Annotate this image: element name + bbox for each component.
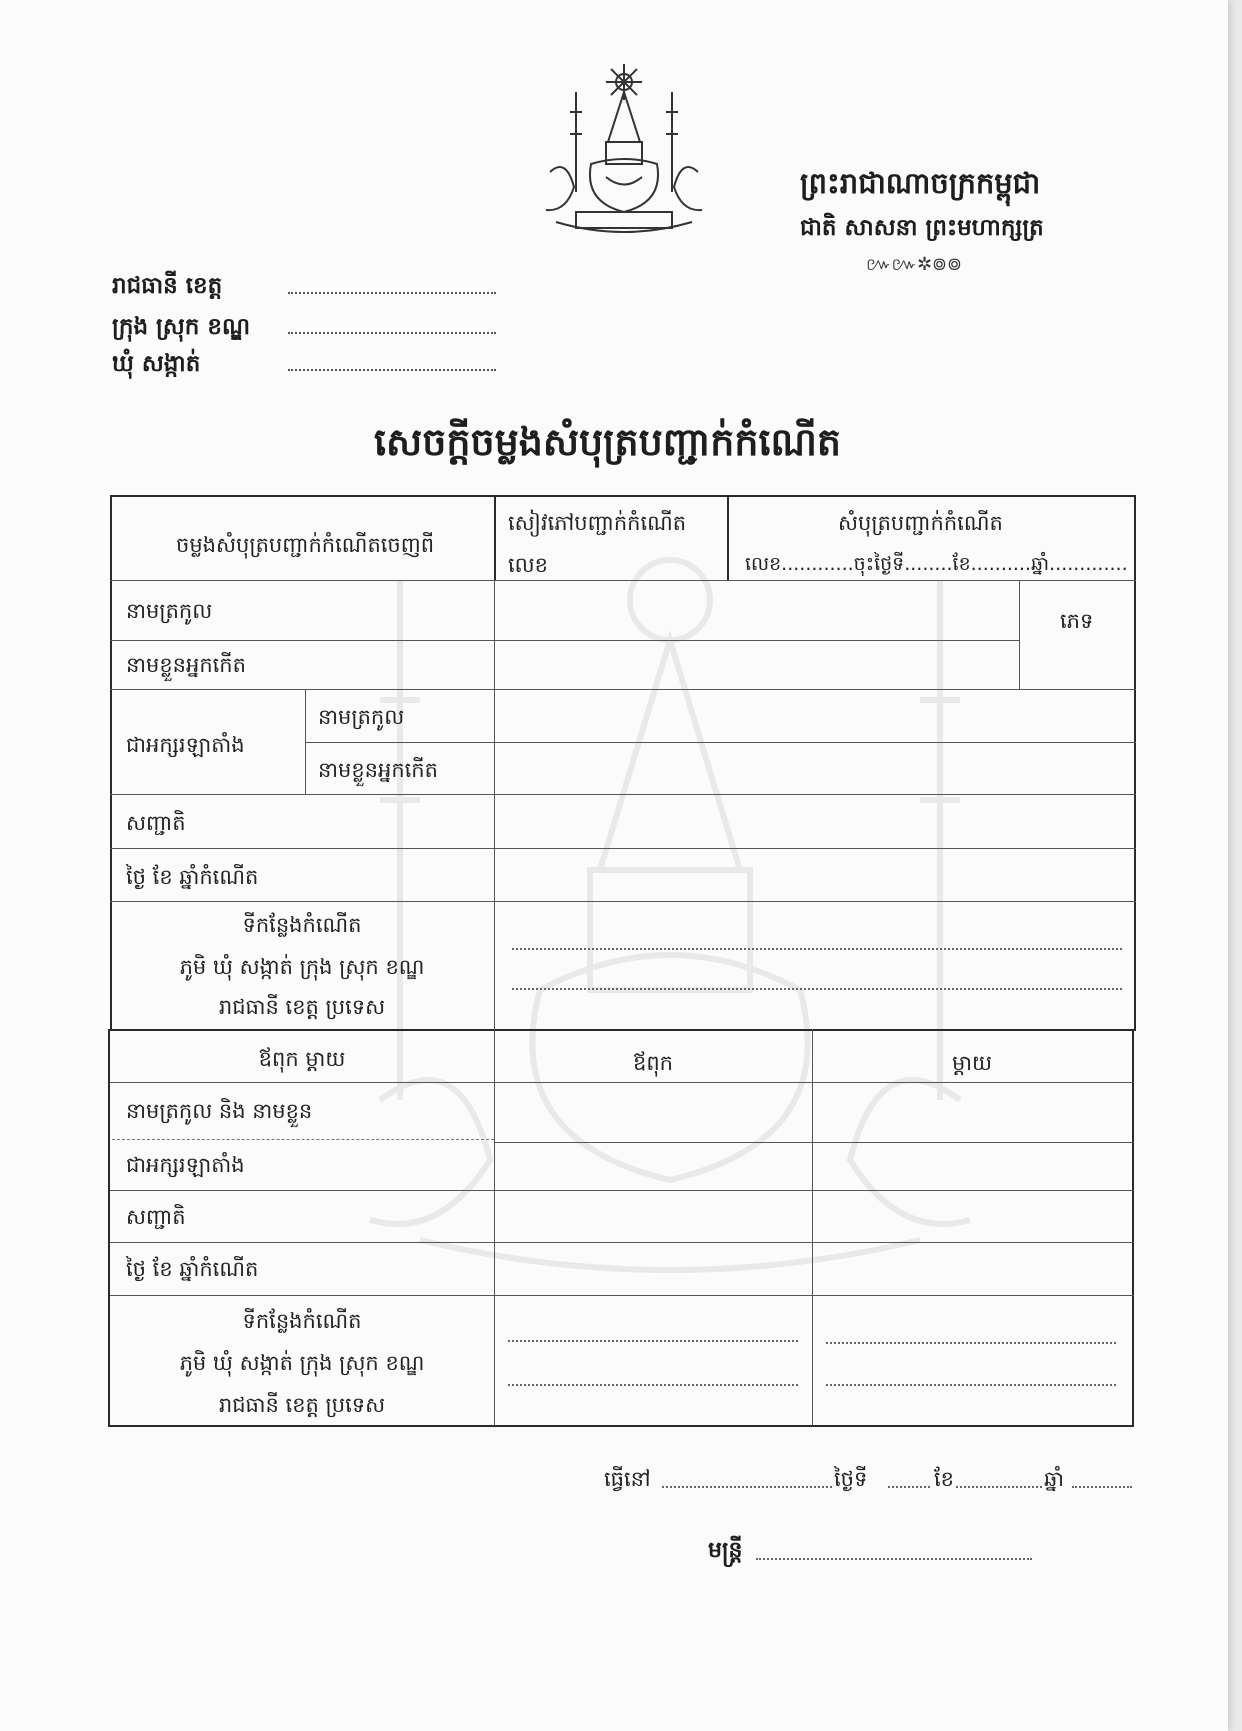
- table-left-border-upper: [110, 495, 112, 1029]
- label-parent-pob-village: ភូមិ ឃុំ សង្កាត់ ក្រុង ស្រុក ខណ្ឌ: [179, 1351, 425, 1375]
- month-field[interactable]: [956, 1486, 1042, 1488]
- label-parent-pob-province: រាជធានី ខេត្ត ប្រទេស: [218, 1393, 386, 1417]
- label-latin-given: នាមខ្លួនអ្នកកើត: [318, 758, 438, 782]
- footer-day: ថ្ងៃទី: [834, 1467, 868, 1491]
- national-motto: ជាតិ សាសនា ព្រះមហាក្សត្រ: [800, 215, 1044, 241]
- pob-field-line-1[interactable]: [512, 948, 1122, 950]
- father-pob-line-2[interactable]: [508, 1384, 798, 1386]
- label-parent-nationality: សញ្ជាតិ: [126, 1205, 186, 1229]
- label-surname: នាមត្រកូល: [126, 599, 213, 623]
- footer-month: ខែ: [934, 1467, 954, 1491]
- table-top-border: [110, 495, 1136, 497]
- footer-year: ឆ្នាំ: [1044, 1467, 1064, 1491]
- mother-pob-line-1[interactable]: [826, 1342, 1116, 1344]
- table-bottom-border: [108, 1425, 1134, 1427]
- label-parent-name: នាមត្រកូល និង នាមខ្លួន: [126, 1099, 313, 1123]
- address-label-province: រាជធានី ខេត្ត: [112, 273, 223, 299]
- label-mother: ម្ដាយ: [952, 1051, 992, 1075]
- made-at-field[interactable]: [662, 1486, 832, 1488]
- label-nationality: សញ្ជាតិ: [126, 811, 186, 835]
- address-label-commune: ឃុំ សង្កាត់: [112, 351, 201, 377]
- mother-pob-line-2[interactable]: [826, 1384, 1116, 1386]
- label-parent-dob: ថ្ងៃ ខែ ឆ្នាំកំណើត: [126, 1257, 259, 1281]
- label-pob-province: រាជធានី ខេត្ត ប្រទេស: [218, 995, 386, 1019]
- label-parent-pob: ទីកន្លែងកំណើត: [242, 1309, 362, 1333]
- ornament-divider: ៚៚✲៙៙: [866, 254, 962, 275]
- kingdom-title: ព្រះរាជាណាចក្រកម្ពុជា: [800, 166, 1041, 200]
- label-pob-village: ភូមិ ឃុំ សង្កាត់ ក្រុង ស្រុក ខណ្ឌ: [179, 955, 425, 979]
- year-field[interactable]: [1072, 1486, 1132, 1488]
- officer-field[interactable]: [756, 1558, 1032, 1560]
- table-right-border-upper: [1134, 495, 1136, 1029]
- footer-made-at: ធ្វើនៅ: [604, 1467, 651, 1491]
- address-commune-field[interactable]: [288, 369, 496, 371]
- address-district-field[interactable]: [288, 332, 496, 334]
- label-father: ឪពុក: [633, 1051, 673, 1075]
- header-copied-from: ចម្លងសំបុត្របញ្ជាក់កំណើតចេញពី: [176, 533, 435, 557]
- label-parents: ឪពុក ម្ដាយ: [258, 1047, 346, 1071]
- day-field[interactable]: [888, 1486, 930, 1488]
- header-certificate-date: លេខ............ចុះថ្ងៃទី........ខែ..........ឆ្នាំ.............: [745, 553, 1128, 575]
- label-parent-latin: ជាអក្សរឡាតាំង: [126, 1153, 245, 1177]
- header-certificate: សំបុត្របញ្ជាក់កំណើត: [838, 511, 1003, 535]
- address-province-field[interactable]: [288, 292, 496, 294]
- footer-officer: មន្ត្រី: [708, 1538, 743, 1563]
- parents-section-border: [108, 1029, 1136, 1031]
- label-sex: ភេទ: [1060, 609, 1094, 633]
- label-pob: ទីកន្លែងកំណើត: [242, 913, 362, 937]
- label-dob: ថ្ងៃ ខែ ឆ្នាំកំណើត: [126, 865, 259, 889]
- label-latin-surname: នាមត្រកូល: [318, 705, 405, 729]
- address-label-district: ក្រុង ស្រុក ខណ្ឌ: [112, 314, 251, 340]
- label-latin: ជាអក្សរឡាតាំង: [126, 733, 245, 757]
- header-register-book: សៀវភៅបញ្ជាក់កំណើត: [508, 511, 687, 535]
- document-title: សេចក្ដីចម្លងសំបុត្របញ្ជាក់កំណើត: [374, 420, 842, 464]
- label-given-name: នាមខ្លួនអ្នកកើត: [126, 653, 246, 677]
- father-pob-line-1[interactable]: [508, 1340, 798, 1342]
- royal-emblem: [536, 62, 712, 246]
- header-register-number: លេខ: [508, 553, 548, 577]
- pob-field-line-2[interactable]: [512, 988, 1122, 990]
